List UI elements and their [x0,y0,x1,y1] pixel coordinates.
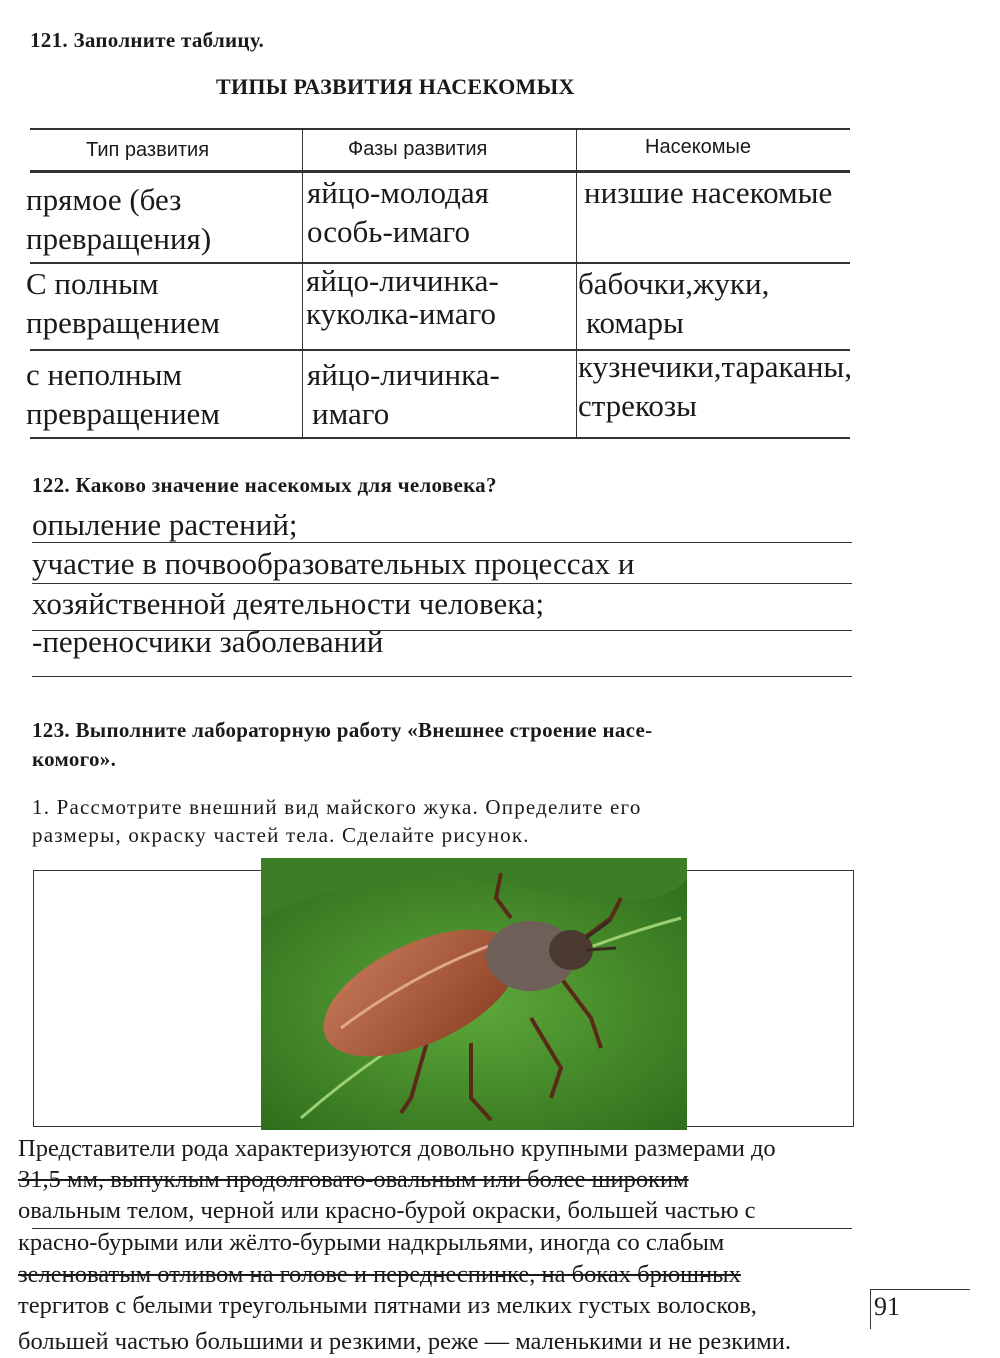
table-cell: С полным превращением [26,266,220,340]
task-123-step-1: 1. Рассмотрите внешний вид майского жука. Определите его размеры, окраску частей тела. Сделайте рисунок. [32,795,642,847]
description-line: большей частью большими и резкими, реже — маленькими и не резкими. [18,1328,791,1355]
table-cell: яйцо-молодая особь-имаго [307,175,489,249]
description-line: тергитов с белыми треугольными пятнами из мелких густых волосков, [18,1292,757,1319]
page-number: 91 [874,1292,900,1321]
table-cell: яйцо-личинка- куколка-имаго [306,263,499,331]
table-title: ТИПЫ РАЗВИТИЯ НАСЕКОМЫХ [216,74,575,99]
task-123-heading: 123. Выполните лабораторную работу «Внешнее строение насе- комого». [32,718,653,771]
task-122-heading: 122. Каково значение насекомых для человека? [32,473,497,497]
description-line: красно-бурыми или жёлто-бурыми надкрыльями, иногда со слабым [18,1229,725,1256]
answer-line: -переносчики заболеваний [32,624,384,659]
may-beetle-photo [261,858,687,1130]
answer-line: опыление растений; [32,507,298,542]
column-header-insects: Насекомые [645,136,752,158]
table-cell: низшие насекомые [584,175,833,210]
description-line: овальным телом, черной или красно-бурой окраски, большей частью с [18,1197,756,1224]
task-121-heading: 121. Заполните таблицу. [30,28,265,52]
column-header-phases: Фазы развития [348,138,488,160]
table-cell: с неполным превращением [26,357,220,431]
table-cell: бабочки,жуки, комары [578,266,770,340]
description-line: 31,5 мм, выпуклым продолговато-овальным или более широким [18,1166,689,1193]
table-cell: яйцо-личинка- имаго [307,357,500,431]
answer-line: хозяйственной деятельности человека; [32,586,545,621]
table-cell: прямое (без превращения) [26,182,212,256]
description-line: Представители рода характеризуются довольно крупными размерами до [18,1135,776,1162]
answer-line: участие в почвообразовательных процессах и [32,546,635,581]
column-header-type: Тип развития [86,139,210,161]
table-cell: кузнечики,тараканы, стрекозы [578,349,852,423]
beetle-image-icon [261,858,687,1130]
description-line: зеленоватым отливом на голове и переднеспинке, на боках брюшных [18,1261,741,1288]
